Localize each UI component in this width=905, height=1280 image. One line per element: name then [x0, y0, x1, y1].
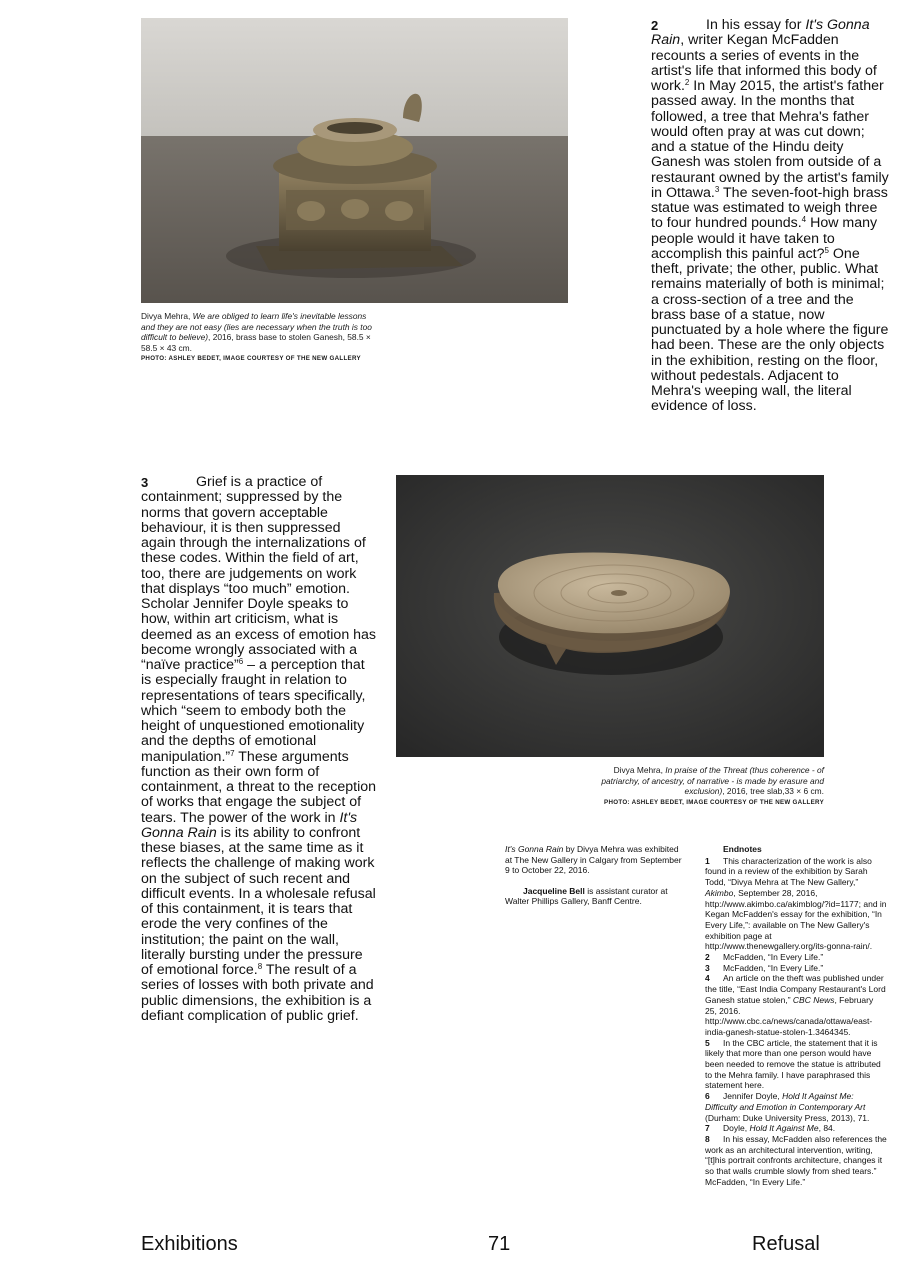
- section-number-3: 3: [141, 475, 149, 490]
- endnotes: [705, 844, 887, 1188]
- endnote-7: 7 Doyle, Hold It Against Me, 84.: [705, 1123, 836, 1134]
- author-bio: Jacqueline Bell is assistant curator at Walter Phillips Gallery, Banff Centre.: [505, 885, 668, 907]
- photo-brass-base: [141, 18, 568, 303]
- page-number: 71: [488, 1233, 511, 1255]
- figure1-credit: PHOTO: ASHLEY BEDET, IMAGE COURTESY OF THE NEW GALLERY: [141, 355, 361, 363]
- figure1-details: , 2016, brass base to stolen Ganesh, 58.5 × 58.5 × 43 cm.: [141, 332, 371, 353]
- section-3-paragraph: Grief is a practice of containment; suppressed by the norms that govern acceptable behaviour, it is then suppressed again through the internalizations of these codes. Within the field of art, too, there are judgements on work that displays “too much” emotion. Scholar Jennifer Doyle speaks to how, within art criticism, what is deemed as an excess of emotion has become wrongly associated with a “naïve practice”$^6$ – a perception that is especially fraught in relation to representations of tears specifically, which “seem to embody both the height of unquestioned emotionality and the depths of emotional manipulation.”$^7$ These arguments function as their own form of containment, a threat to the reception of works that engage the subject of tears. The power of the work in It's Gonna Rain is its ability to confront these biases, at the same time as it reflects the challenge of making work on the subject of such recent and difficult events. In a wholesale refusal of this containment, it is tears that erode the very confines of the institution; the paint on the wall, literally bursting under the pressure of emotional force.$^8$ The result of a series of losses with both private and public dimensions, the exhibition is a defiant complication of public grief.: [141, 474, 377, 1024]
- endnote-1: 1 This characterization of the work is also found in a review of the exhibition by Sarah Todd, “Divya Mehra at The New Gallery,” Akimbo, September 28, 2016, http://www.akimbo.ca/akimblog/?id=1177; and in Kegan McFadden's essay for the exhibition, “In Every Life,”: available on The New Gallery's exhibition page at http://www.thenewgallery.org/its-gonna-rain/.: [705, 855, 887, 952]
- section-number-2: 2: [651, 18, 659, 33]
- figure1-artist: Divya Mehra,: [141, 311, 193, 321]
- figure2-title: In praise of the Threat (thus coherence - of patriarchy, of ancestry, of narrative - is made by erasure and exclusion): [601, 765, 824, 797]
- figure2-details: , 2016, tree slab,33 × 6 cm.: [722, 786, 824, 797]
- endnote-5: 5 In the CBC article, the statement that it is likely that more than one person would have been needed to remove the statue is attributed to the Mehra family. I have paraphrased this statement here.: [705, 1037, 881, 1091]
- endnote-3: 3 McFadden, “In Every Life.”: [705, 962, 824, 973]
- endnote-6: 6 Jennifer Doyle, Hold It Against Me: Difficulty and Emotion in Contemporary Art (Durham: Duke University Press, 2013), 71.: [705, 1091, 870, 1123]
- exhibition-note: [505, 844, 687, 907]
- section-2-paragraph: In his essay for It's Gonna Rain, writer Kegan McFadden recounts a series of events in the artist's life that informed this body of work.$^2$ In May 2015, the artist's father passed away. In the months that followed, a tree that Mehra's father would often pray at was cut down; and a statue of the Hindu deity Ganesh was stolen from outside of a restaurant owned by the artist's family in Ottawa.$^3$ The seven-foot-high brass statue was estimated to weigh three to four hundred pounds.$^4$ How many people would it have taken to accomplish this painful act?$^5$ One theft, private; the other, public. What remains materially of both is minimal; a cross-section of a tree and the brass base of a statue, now punctuated by a hole where the figure had been. These are the only objects in the exhibition, resting on the floor, without pedestals. Adjacent to Mehra's weeping wall, the literal evidence of loss.: [651, 17, 889, 415]
- figure2-artist: Divya Mehra,: [613, 765, 666, 775]
- essay-section-2: [651, 18, 891, 415]
- essay-section-3: [141, 475, 377, 1024]
- figure1-caption: [141, 311, 373, 365]
- figure2-credit: PHOTO: ASHLEY BEDET, IMAGE COURTESY OF THE NEW GALLERY: [604, 798, 824, 806]
- endnote-4: 4 An article on the theft was published under the title, “East India Company Restaurant's Lord Ganesh statue stolen,” CBC News, February 25, 2016. http://www.cbc.ca/news/canada/ottawa/east-india-ganesh-statue-stolen-1.3464345.: [705, 973, 886, 1037]
- endnote-8: 8 In his essay, McFadden also references the work as an architectural intervention, writing, “[t]his portrait confronts architecture, changes it so that walls crumble slowly from shed tears.” McFadden, “In Every Life.”: [705, 1133, 887, 1187]
- exhibition-info: It's Gonna Rain by Divya Mehra was exhibited at The New Gallery in Calgary from September 9 to October 22, 2016.: [505, 844, 682, 876]
- figure1-title: We are obliged to learn life's inevitable lessons and they are not easy (lies are necessary when the truth is too difficult to believe): [141, 311, 372, 343]
- endnotes-heading: Endnotes: [723, 844, 762, 854]
- footer-section-label: Exhibitions: [141, 1233, 238, 1255]
- photo-tree-slab: [396, 475, 824, 757]
- figure2-caption: [586, 765, 824, 808]
- endnote-2: 2 McFadden, “In Every Life.”: [705, 952, 824, 963]
- footer-title-label: Refusal: [752, 1233, 820, 1255]
